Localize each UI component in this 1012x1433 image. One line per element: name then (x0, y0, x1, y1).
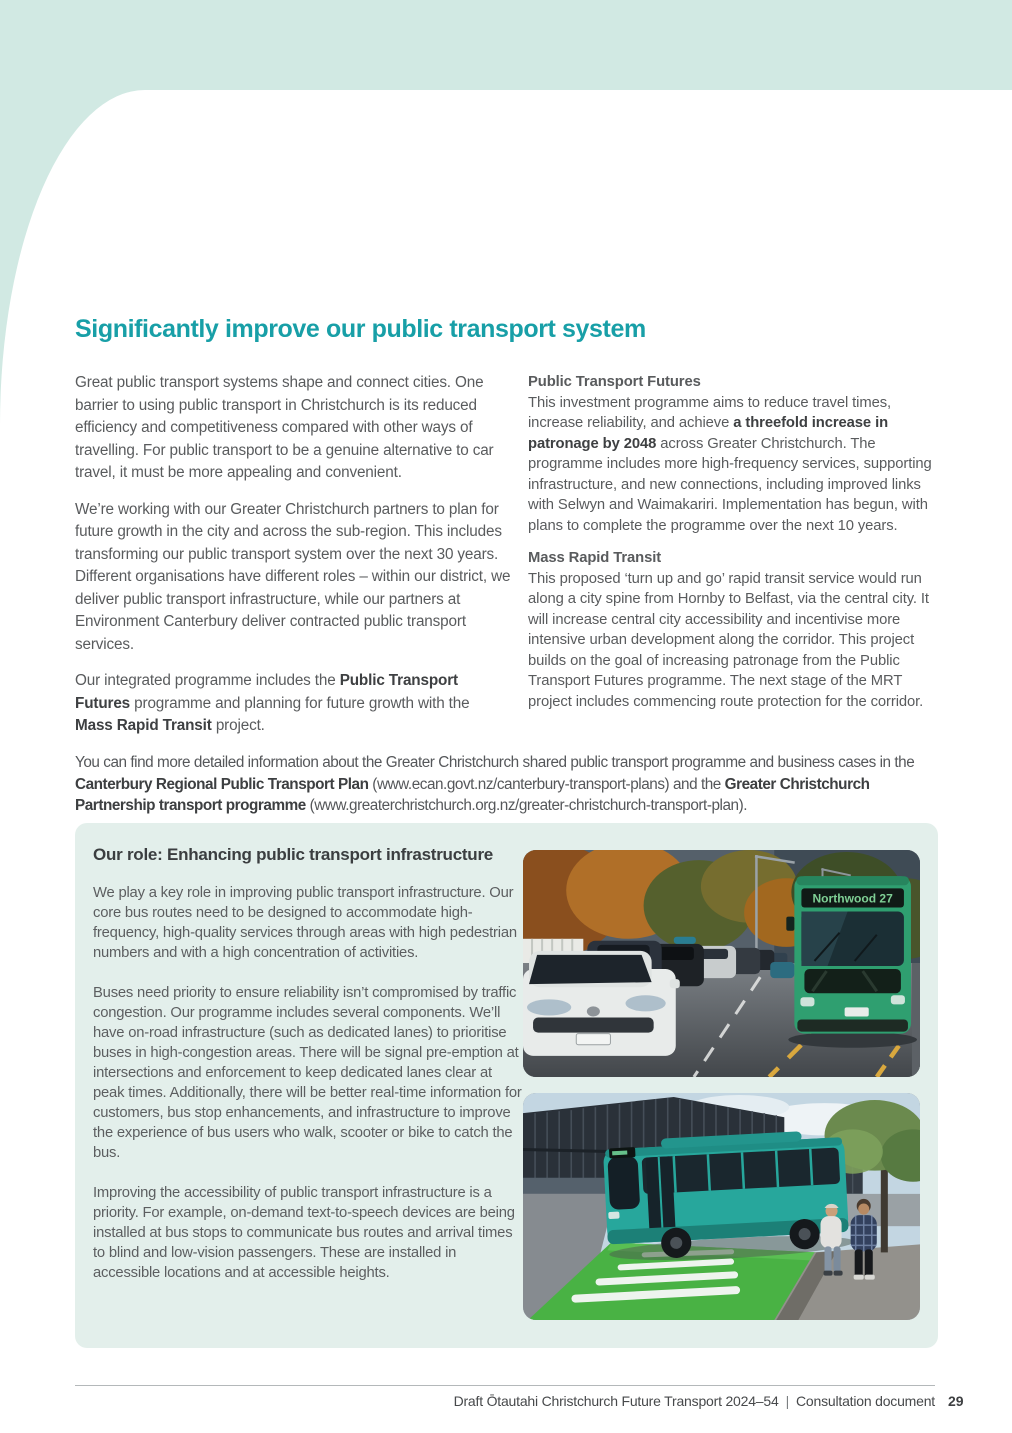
footer-doc-type: Consultation document (796, 1393, 935, 1409)
role-paragraph-2: Buses need priority to ensure reliability isn’t compromised by traffic congestion. Our programme includes several components. We’ll have on-road infrastructure (such as dedicated lanes) to prioritise buses in high-congestion areas. There will be signal pre-emption at intersections and enforcement to keep dedicated lanes clear at peak times. Additionally, there will be better real-time information for customers, bus stop enhancements, and infrastructure to improve the experience of bus users who walk, scooter or bike to catch the bus. (93, 985, 522, 1161)
page-title: Significantly improve our public transport system (75, 315, 646, 343)
subheading-public-transport-futures: Public Transport Futures (528, 374, 701, 390)
bold-text: a threefold increase in patronage by 2048 (528, 415, 889, 452)
footer-doc-title: Draft Ōtautahi Christchurch Future Transport 2024–54 (453, 1393, 779, 1409)
intro-right-column (528, 372, 946, 724)
destination-sign-text: Northwood 27 (812, 891, 893, 906)
subheading-mass-rapid-transit: Mass Rapid Transit (528, 550, 662, 566)
footer-separator: | (785, 1393, 789, 1409)
text-segment: (www.ecan.govt.nz/canterbury-transport-plans) and the (368, 775, 725, 793)
mass-rapid-transit-paragraph: This proposed ‘turn up and go’ rapid transit service would run along a city spine from Hornby to Belfast, via the central city. It will increase central city accessibility and incentivise more intensive urban development along the corridor. This project builds on the goal of increasing patronage from the Public Transport Futures programme. The next stage of the MRT project includes commencing route protection for the corridor. (528, 570, 929, 710)
public-transport-futures-paragraph (528, 393, 946, 537)
green-lane-bus-photo (523, 1093, 920, 1320)
bold-text: Public Transport Futures (75, 672, 458, 712)
footer-divider (75, 1385, 935, 1386)
text-segment: You can find more detailed information about the Greater Christchurch shared public transport programme and business cases in the (75, 754, 915, 772)
traffic-photo-illustration (523, 850, 920, 1077)
decorative-mint-header (0, 0, 1012, 435)
more-information-note (75, 752, 943, 817)
role-paragraph-1: We play a key role in improving public transport infrastructure. Our core bus routes need to be designed to accommodate high-frequency, high-quality services through areas with high pedestrian numbers and with a high concentration of activities. (93, 885, 517, 961)
bold-text: Mass Rapid Transit (75, 717, 212, 734)
intro-paragraph-1: Great public transport systems shape and connect cities. One barrier to using public transport in Christchurch is its reduced efficiency and competitiveness compared with other ways of travelling. For public transport to be a genuine alternative to car travel, it must be more appealing and convenient. (75, 374, 494, 481)
bold-text: Greater Christchurch Partnership transport programme (75, 775, 870, 815)
intro-paragraph-3 (75, 670, 511, 738)
intro-paragraph-2: We’re working with our Greater Christchurch partners to plan for future growth in the city and across the sub-region. This includes transforming our public transport system over the next 30 years. Different organisations have different roles – within our district, we deliver public transport infrastructure, while our partners at Environment Canterbury deliver contracted public transport services. (75, 500, 511, 653)
green-bus (786, 876, 911, 1033)
traffic-congestion-photo (523, 850, 920, 1077)
text-segment: across Greater Christchurch. The programme includes more high-frequency services, supporting infrastructure, and new connections, including improved links with Selwyn and Waimakariri. Implementation has begun, with plans to complete the programme over the next 10 years. (528, 435, 932, 534)
intro-left-column (75, 372, 511, 752)
green-lane-illustration (523, 1093, 920, 1320)
text-segment: This investment programme aims to reduce travel times, increase reliability, and achieve (528, 394, 892, 431)
bold-text: Canterbury Regional Public Transport Plan (75, 775, 369, 793)
role-paragraph-3: Improving the accessibility of public transport infrastructure is a priority. For example, on-demand text-to-speech devices are being installed at bus stops to communicate bus routes and arrival times to blind and low-vision passengers. These are installed in accessible locations and at accessible heights. (93, 1185, 515, 1281)
text-segment: programme and planning for future growth with the (130, 694, 470, 712)
panel-heading: Our role: Enhancing public transport infrastructure (93, 845, 494, 864)
our-role-panel (75, 823, 938, 1348)
page-number: 29 (948, 1393, 964, 1409)
text-segment: project. (211, 717, 265, 734)
footer (75, 1393, 935, 1409)
panel-text-column (93, 883, 523, 1303)
text-segment: (www.greaterchristchurch.org.nz/greater-christchurch-transport-plan). (305, 797, 748, 815)
text-segment: Our integrated programme includes the (75, 672, 340, 689)
